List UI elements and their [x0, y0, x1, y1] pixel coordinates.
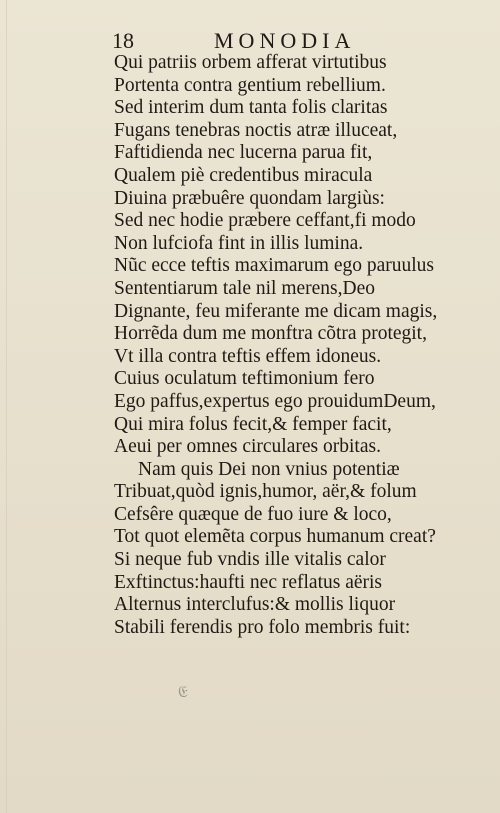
verse-line: Sententiarum tale nil merens,Deo [114, 277, 376, 299]
verse-line: Vt illa contra teftis effem idoneus. [114, 345, 382, 367]
verse-line: Exftinctus:haufti nec reflatus aëris [114, 571, 383, 593]
verse-line: Dignante, feu miferante me dicam magis, [114, 300, 438, 322]
page-number: 18 [112, 28, 134, 53]
verse-line: Faftidienda nec lucerna parua fit, [114, 142, 373, 164]
verse-line: Nam quis Dei non vnius potentiæ [138, 458, 400, 480]
gutter-shadow [6, 0, 7, 813]
printer-mark-icon: 𝔈 [178, 684, 188, 701]
verse-line: Aeui per omnes circulares orbitas. [114, 436, 381, 458]
verse-line: Sed interim dum tanta folis claritas [114, 97, 388, 119]
verse-line: Cefsêre quæque de fuo iure & loco, [114, 503, 392, 525]
verse-line: Diuina præbuêre quondam largiùs: [114, 187, 385, 209]
verse-line: Non lufciofa fint in illis lumina. [114, 232, 364, 254]
verse-line: Qui mira folus fecit,& femper facit, [114, 413, 392, 435]
verse-line: Tribuat,quòd ignis,humor, aër,& folum [114, 481, 417, 503]
verse-line: Nũc ecce teftis maximarum ego paruulus [114, 255, 435, 277]
verse-line: Cuius oculatum teftimonium fero [114, 368, 375, 390]
verse-line: Qui patriis orbem afferat virtutibus [114, 52, 387, 73]
verse-line: Alternus interclufus:& mollis liquor [114, 594, 396, 616]
verse-line: Sed nec hodie præbere ceffant,fi modo [114, 210, 416, 232]
verse-line: Stabili ferendis pro folo membris fuit: [114, 616, 411, 638]
verse-line: Si neque fub vndis ille vitalis calor [114, 549, 386, 571]
poem-text [114, 52, 474, 639]
running-head: MONODIA [214, 28, 356, 53]
verse-line: Tot quot elemẽta corpus humanum creat? [114, 526, 436, 548]
verse-line: Fugans tenebras noctis atræ illuceat, [114, 119, 398, 141]
verse-line: Qualem piè credentibus miracula [114, 164, 373, 186]
verse-line: Portenta contra gentium rebellium. [114, 74, 386, 96]
verse-line: Ego paffus,expertus ego prouidumDeum, [114, 390, 436, 412]
verse-line: Horrẽda dum me monftra cõtra protegit, [114, 323, 427, 345]
